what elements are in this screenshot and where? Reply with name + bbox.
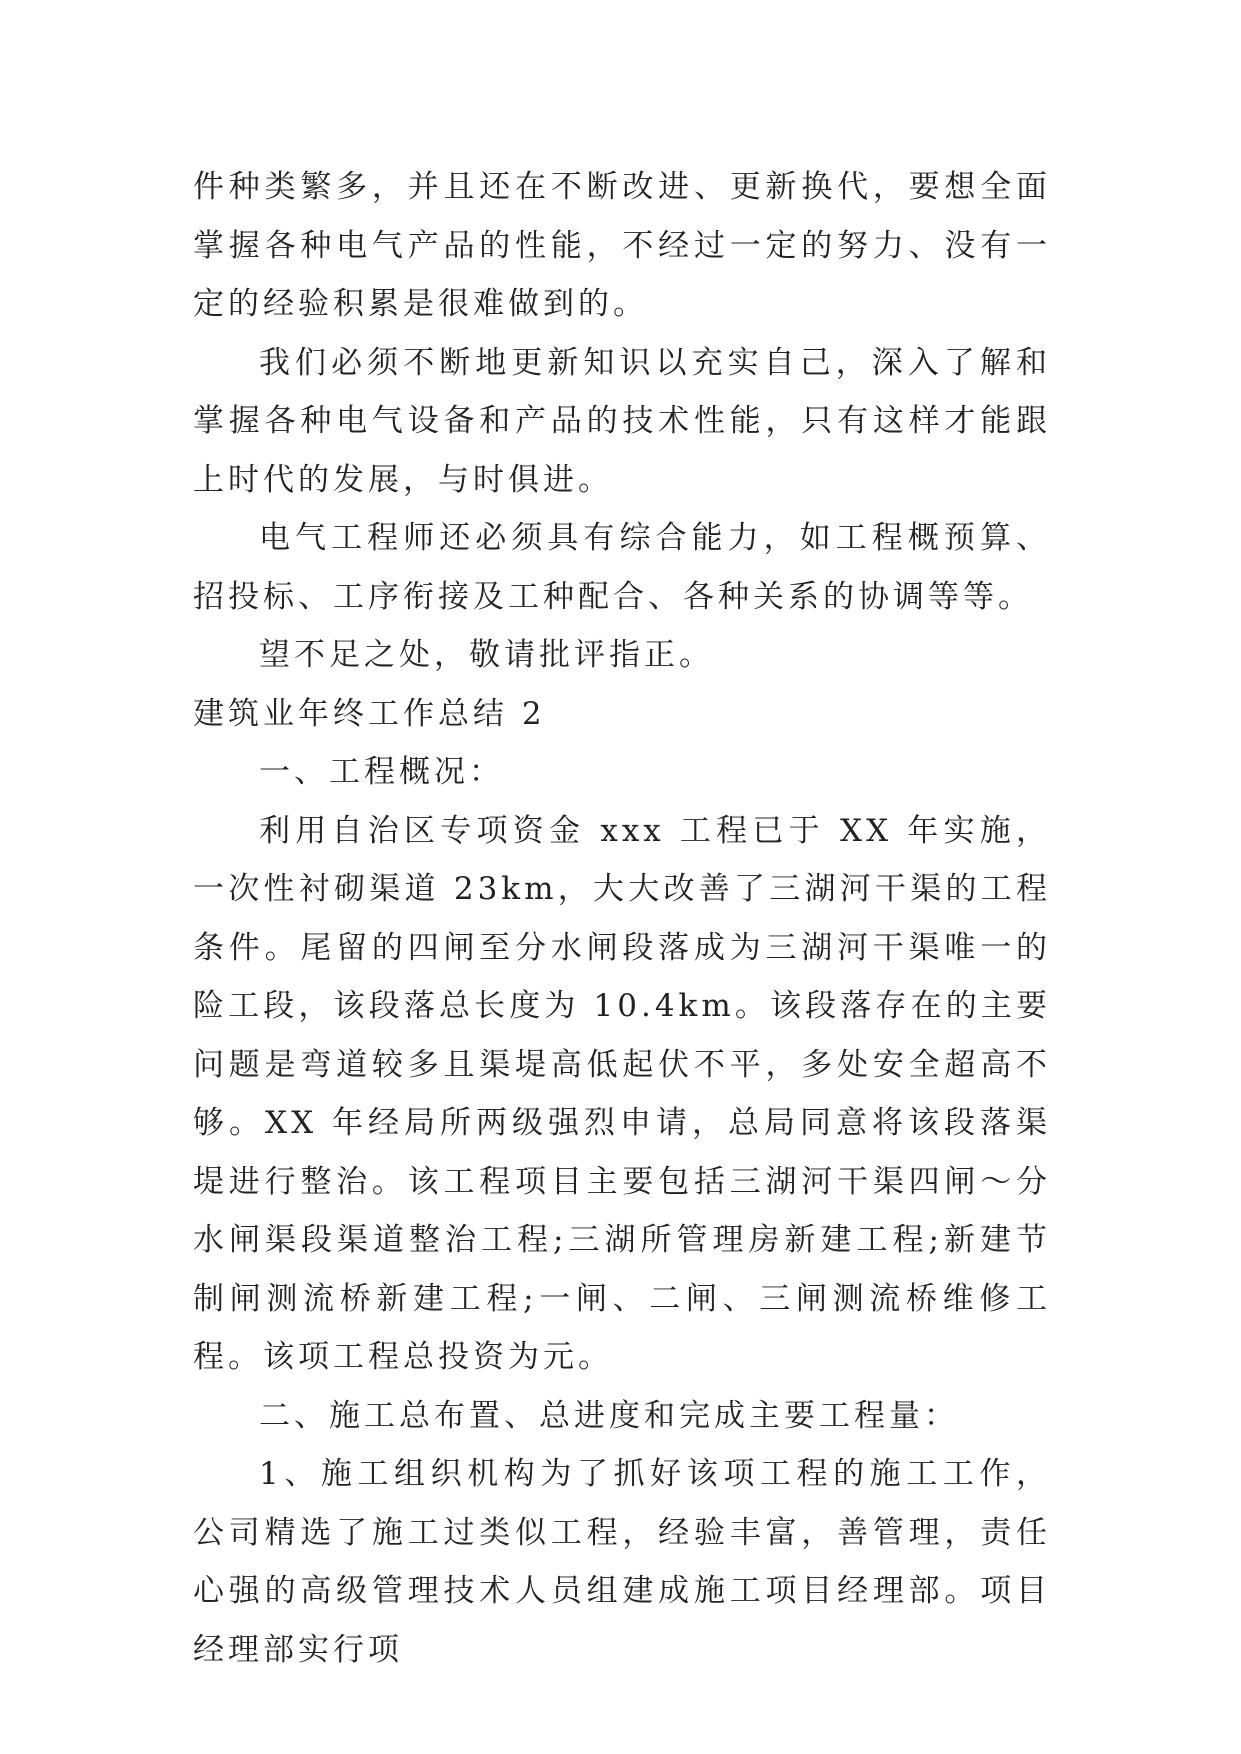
- document-body: [193, 158, 1051, 1679]
- section-heading-construction-layout: 二、施工总布置、总进度和完成主要工程量：: [259, 1397, 959, 1434]
- section-title: 建筑业年终工作总结 2: [193, 695, 546, 732]
- body-paragraph-2: 我们必须不断地更新知识以充实自己，深入了解和掌握各种电气设备和产品的技术性能，只有这样才能跟上时代的发展，与时俱进。: [193, 344, 1051, 498]
- body-paragraph-4: 望不足之处，敬请批评指正。: [259, 637, 714, 673]
- body-paragraph-1: 件种类繁多，并且还在不断改进、更新换代，要想全面掌握各种电气产品的性能，不经过一定的努力、没有一定的经验积累是很难做到的。: [193, 169, 1051, 322]
- section-paragraph-project-details: 利用自治区专项资金 xxx 工程已于 XX 年实施，一次性衬砌渠道 23km，大大改善了三湖河干渠的工程条件。尾留的四闸至分水闸段落成为三湖河干渠唯一的险工段，该段落总长度为 10.4km。该段落存在的主要问题是弯道较多且渠堤高低起伏不平，多处安全超高不够。XX 年经局所两级强烈申请，总局同意将该段落渠堤进行整治。该工程项目主要包括三湖河干渠四闸～分水闸渠段渠道整治工程;三湖所管理房新建工程;新建节制闸测流桥新建工程;一闸、二闸、三闸测流桥维修工程。该项工程总投资为元。: [193, 812, 1051, 1375]
- section-heading-project-overview: 一、工程概况：: [259, 754, 504, 790]
- section-paragraph-organization: 1、施工组织机构为了抓好该项工程的施工工作，公司精选了施工过类似工程，经验丰富，善管理，责任心强的高级管理技术人员组建成施工项目经理部。项目经理部实行项: [193, 1456, 1051, 1668]
- body-paragraph-3: 电气工程师还必须具有综合能力，如工程概预算、招投标、工序衔接及工种配合、各种关系的协调等等。: [193, 520, 1051, 615]
